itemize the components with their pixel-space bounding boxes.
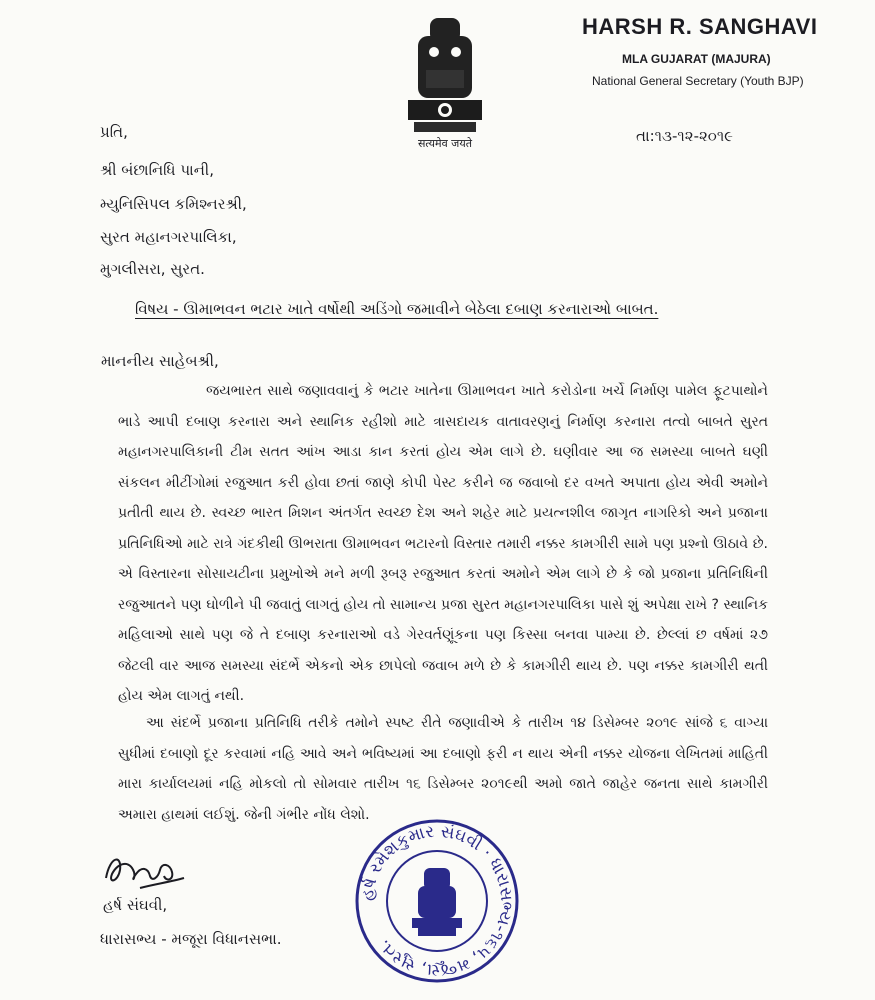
letter-subject: વિષય - ઊમાભવન ભટાર ખાતે વર્ષોથી અડિંગો જમાવીને બેઠેલા દબાણ કરનારાઓ બાબત.	[135, 300, 659, 318]
body-paragraph	[118, 376, 768, 712]
address-line: પ્રતિ,	[100, 123, 128, 141]
body-paragraph	[118, 708, 768, 830]
seal-emblem-icon	[412, 868, 462, 936]
body-paragraph-text: આ સંદર્ભે પ્રજાના પ્રતિનિધિ તરીકે તમોને સ્પષ્ટ રીતે જણાવીએ કે તારીખ ૧૪ ડિસેમ્બર ૨૦૧૯ સાંજે ૬ વાગ્યા સુધીમાં દબાણો દૂર કરવામાં નહિ આવે અને ભવિષ્યમાં આ દબાણો ફરી ન થાય એની નક્કર યોજના લેખિતમાં માહિતી મારા કાર્યાલયમાં નહિ મોકલો તો સોમવાર તારીખ ૧૬ ડિસેમ્બર ૨૦૧૯થી અમો જાતે જાહેર જનતા સાથે કામગીરી અમારા હાથમાં લઈશું. જેની ગંભીર નોંધ લેશો.	[118, 715, 768, 823]
national-emblem-icon	[400, 12, 490, 152]
letter-date: તા:૧૩-૧૨-૨૦૧૯	[636, 127, 734, 145]
salutation: માનનીય સાહેબશ્રી,	[101, 352, 219, 370]
emblem-caption: सत्यमेव जयते	[417, 137, 472, 150]
official-seal	[352, 816, 522, 986]
address-line: શ્રી બંછાનિધિ પાની,	[100, 161, 214, 179]
signatory-title: ધારાસભ્ય - મજૂરા વિધાનસભા.	[100, 930, 282, 948]
body-paragraph-text: જયભારત સાથે જણાવવાનું કે ભટાર ખાતેના ઊમાભવન ખાતે કરોડોના ખર્ચે નિર્માણ પામેલ ફૂટપાથોને ભાડે આપી દબાણ કરનારા અને સ્થાનિક રહીશો માટે ત્રાસદાયક વાતાવરણનું નિર્માણ કરનારા તત્વો બાબતે સુરત મહાનગરપાલિકાની ટીમ સતત આંખ આડા કાન કરતાં હોય એમ લાગે છે. ઘણીવાર આ જ સમસ્યા બાબતે ઘણી સંકલન મીટીંગોમાં રજુઆત કરી હોવા છતાં જાણે કોપી પેસ્ટ કરીને જ જવાબો દર વખતે અપાતા હોય એવી અમોને પ્રતીતી થાય છે. સ્વચ્છ ભારત મિશન અંતર્ગત સ્વચ્છ દેશ અને શહેર માટે પ્રયત્નશીલ જાગૃત નાગરિકો અને પ્રજાના પ્રતિનિધિઓ માટે રાત્રે ગંદકીથી ઊભરાતા ઊમાભવન ભટારનો વિસ્તાર તમારી નક્કર કામગીરી સામે પણ પ્રશ્નો ઊઠાવે છે. એ વિસ્તારના સોસાયટીના પ્રમુખોએ મને મળી રૂબરૂ રજુઆત કરતાં અમોને એમ લાગે છે કે જો પ્રજાના પ્રતિનિધિની રજુઆતને પણ ઘોળીને પી જવાતું લાગતું હોય તો સામાન્ય પ્રજા સુરત મહાનગરપાલિકા પાસે શું અપેક્ષા રાખે ? સ્થાનિક મહિલાઓ સાથે પણ જે તે દબાણ કરનારાઓ વડે ગેરવર્તણૂંકના પણ કિસ્સા બનવા પામ્યા છે. છેલ્લાં છ વર્ષમાં ૨૭ જેટલી વાર આજ સમસ્યા સંદર્ભે એકનો એક છાપેલો જવાબ મળે છે કે કામગીરી થાય છે. પણ નક્કર કામગીરી થતી હોય એમ લાગતું નથી.	[118, 383, 768, 704]
handwritten-signature	[100, 848, 190, 898]
address-line: મુગલીસરા, સુરત.	[100, 260, 205, 278]
letterhead-party-role: National General Secretary (Youth BJP)	[592, 74, 804, 88]
letterhead-designation: MLA GUJARAT (MAJURA)	[622, 52, 771, 66]
address-line: મ્યુનિસિપલ કમિશ્નરશ્રી,	[100, 195, 247, 213]
address-line: સુરત મહાનગરપાલિકા,	[100, 228, 237, 246]
seal-text: હર્ષ રમેશકુમાર સંઘવી · ધારાસભ્ય-૧૬૫, મજૂરા, સુરત.	[357, 821, 517, 981]
signatory-name: હર્ષ સંઘવી,	[103, 896, 168, 914]
letterhead-name: HARSH R. SANGHAVI	[582, 14, 818, 39]
